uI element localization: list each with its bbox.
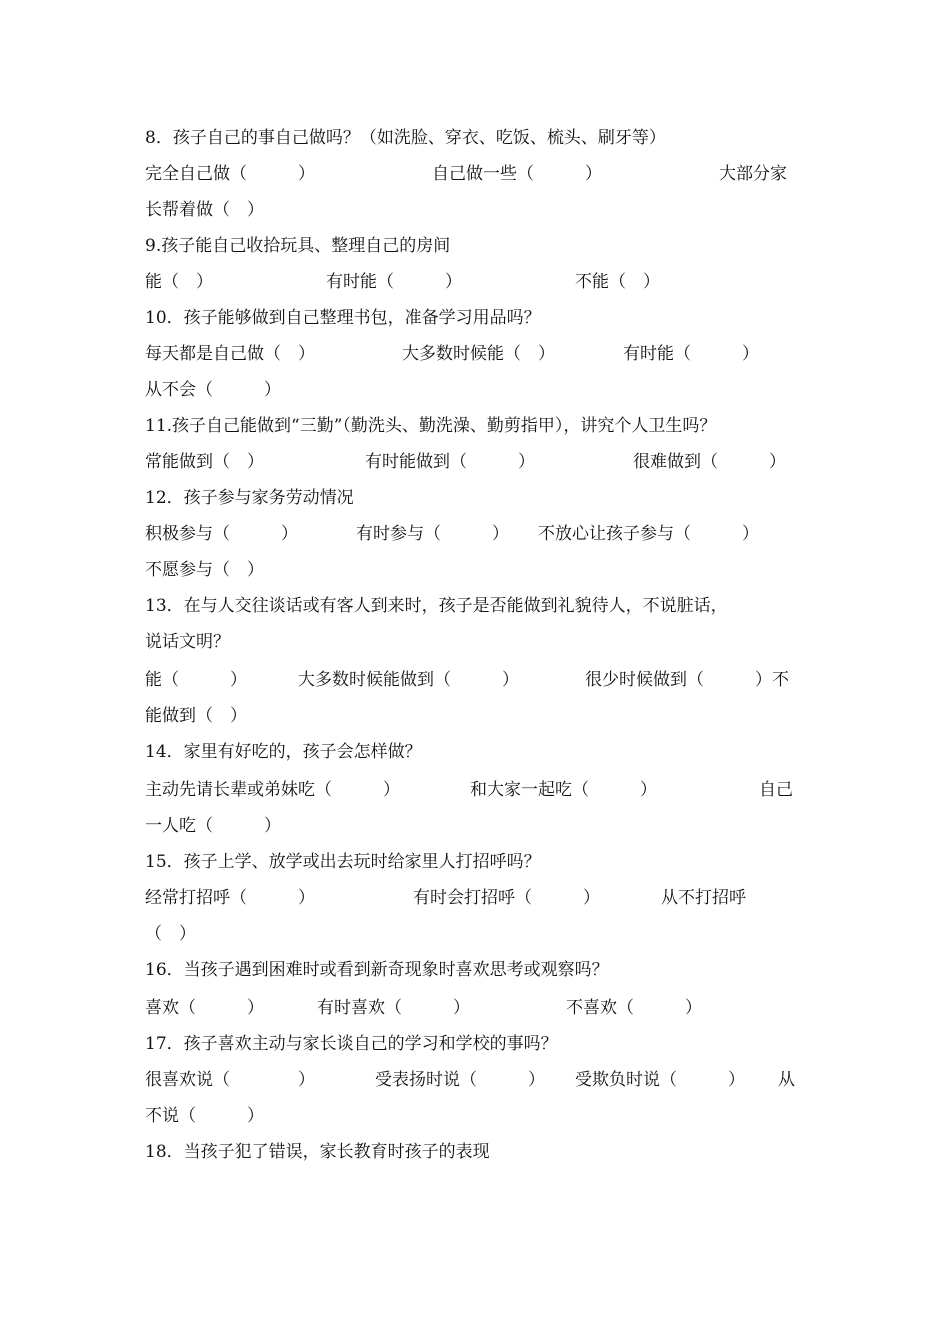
option: 大多数时候能做到（ ）: [298, 670, 519, 690]
option: 有时参与（ ）: [356, 524, 509, 544]
option: 能做到（ ）: [145, 706, 247, 726]
line-text: 说话文明？: [145, 632, 230, 652]
question-9: [145, 228, 815, 264]
q16-options: [145, 990, 815, 1026]
question-12: [145, 480, 815, 516]
option: 很难做到（ ）: [633, 452, 786, 472]
question-10: [145, 300, 815, 336]
option: 受表扬时说（ ）: [375, 1070, 545, 1090]
option: 有时喜欢（ ）: [317, 998, 470, 1018]
q11-options: [145, 444, 815, 480]
line-text: 16．当孩子遇到困难时或看到新奇现象时喜欢思考或观察吗？: [145, 960, 609, 980]
q15-options-cont: [145, 916, 815, 952]
question-18: [145, 1134, 815, 1170]
question-17: [145, 1026, 815, 1062]
option: 有时会打招呼（ ）: [413, 888, 600, 908]
option: 不能（ ）: [575, 272, 660, 292]
option: 能（ ）: [145, 670, 247, 690]
line-text: 14．家里有好吃的，孩子会怎样做？: [145, 742, 422, 762]
option: 有时能做到（ ）: [365, 452, 535, 472]
q12-options: [145, 516, 815, 552]
option: 不说（ ）: [145, 1106, 264, 1126]
option: 不愿参与（ ）: [145, 560, 264, 580]
option: 积极参与（ ）: [145, 524, 298, 544]
option: 经常打招呼（ ）: [145, 888, 315, 908]
option: 能（ ）: [145, 272, 213, 292]
q10-options: [145, 336, 815, 372]
line-text: 9.孩子能自己收拾玩具、整理自己的房间: [145, 236, 451, 256]
question-16: [145, 952, 815, 988]
option: 有时能（ ）: [326, 272, 462, 292]
line-text: 13．在与人交往谈话或有客人到来时，孩子是否能做到礼貌待人，不说脏话，: [145, 596, 728, 616]
q17-options: [145, 1062, 815, 1098]
option: 常能做到（ ）: [145, 452, 264, 472]
option: 自己做一些（ ）: [432, 164, 602, 184]
option: 受欺负时说（ ）: [575, 1070, 745, 1090]
option: 自己: [759, 780, 793, 800]
line-text: 12．孩子参与家务劳动情况: [145, 488, 354, 508]
option: 一人吃（ ）: [145, 816, 281, 836]
question-13: [145, 588, 815, 624]
option: 很喜欢说（ ）: [145, 1070, 315, 1090]
line-text: 11.孩子自己能做到“三勤”（勤洗头、勤洗澡、勤剪指甲），讲究个人卫生吗？: [145, 416, 717, 436]
question-8: [145, 120, 815, 156]
option: 和大家一起吃（ ）: [470, 780, 657, 800]
q8-options: [145, 156, 815, 192]
option: 不喜欢（ ）: [566, 998, 702, 1018]
question-15: [145, 844, 815, 880]
option: （ ）: [145, 924, 196, 944]
q15-options: [145, 880, 815, 916]
line-text: 10．孩子能够做到自己整理书包，准备学习用品吗？: [145, 308, 541, 328]
option: 主动先请长辈或弟妹吃（ ）: [145, 780, 400, 800]
q9-options: [145, 264, 815, 300]
line-text: 8．孩子自己的事自己做吗？（如洗脸、穿衣、吃饭、梳头、刷牙等）: [145, 128, 666, 148]
line-text: 17．孩子喜欢主动与家长谈自己的学习和学校的事吗？: [145, 1034, 558, 1054]
option: 从不会（ ）: [145, 380, 281, 400]
option: 每天都是自己做（ ）: [145, 344, 315, 364]
option: 大多数时候能（ ）: [402, 344, 555, 364]
option: 大部分家: [719, 164, 787, 184]
option: 完全自己做（ ）: [145, 164, 315, 184]
question-11: [145, 408, 815, 444]
q14-options-cont: [145, 808, 815, 844]
option: 从不打招呼: [661, 888, 746, 908]
q8-options-cont: [145, 192, 815, 228]
line-text: 18．当孩子犯了错误，家长教育时孩子的表现: [145, 1142, 490, 1162]
option: 喜欢（ ）: [145, 998, 264, 1018]
q13-options: [145, 662, 815, 698]
option: 很少时候做到（ ）不: [585, 670, 789, 690]
q10-options-cont: [145, 372, 815, 408]
q14-options: [145, 772, 815, 808]
question-14: [145, 734, 815, 770]
q17-options-cont: [145, 1098, 815, 1134]
option: 从: [778, 1070, 795, 1090]
option: 有时能（ ）: [623, 344, 759, 364]
question-13-cont: [145, 624, 815, 660]
q12-options-cont: [145, 552, 815, 588]
line-text: 15．孩子上学、放学或出去玩时给家里人打招呼吗？: [145, 852, 541, 872]
option: 长帮着做（ ）: [145, 200, 264, 220]
option: 不放心让孩子参与（ ）: [538, 524, 759, 544]
q13-options-cont: [145, 698, 815, 734]
